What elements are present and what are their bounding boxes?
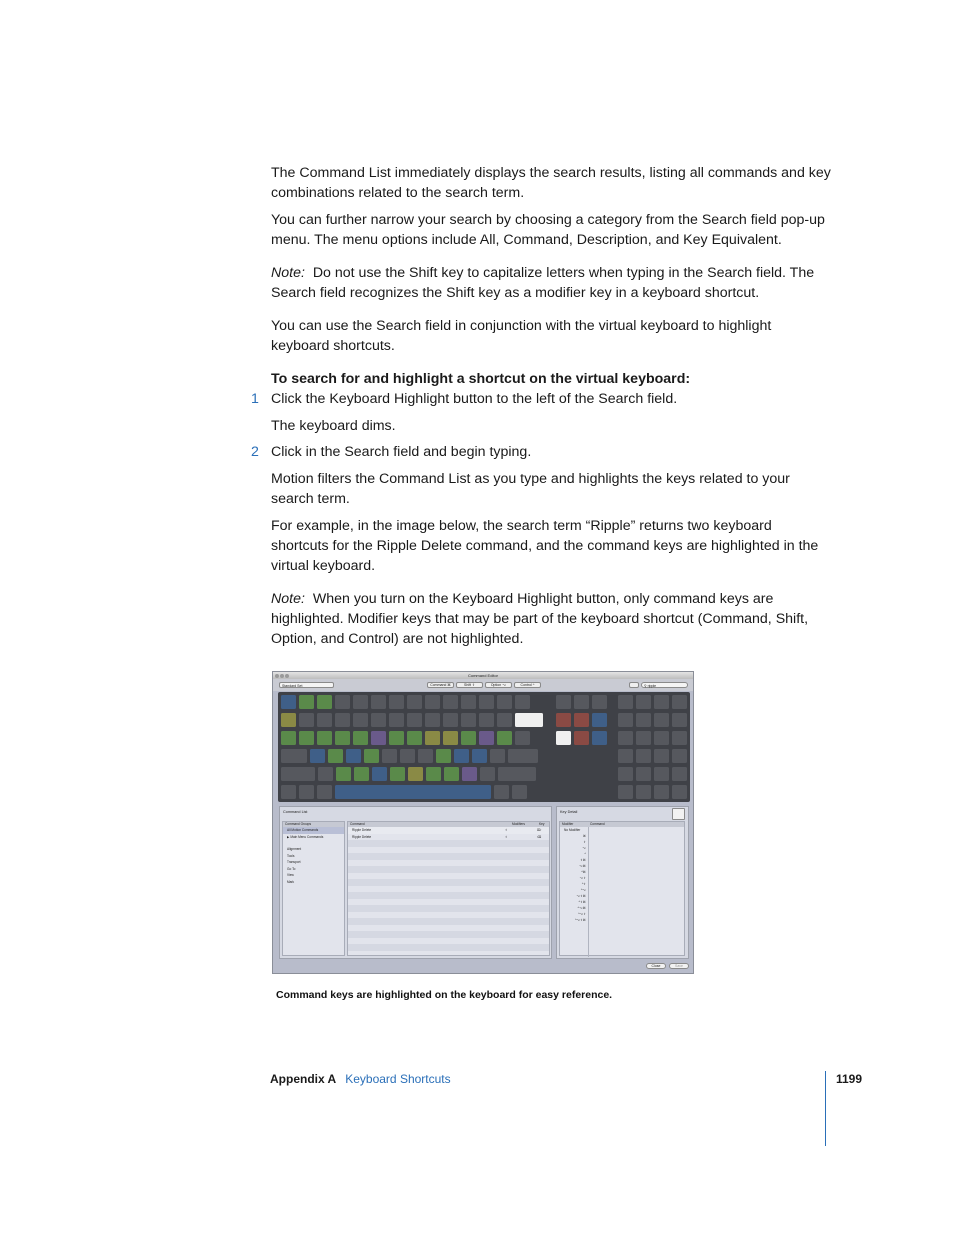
row-key: ⌦ <box>537 828 542 832</box>
highlight-group-item[interactable]: Alignment <box>287 847 302 851</box>
preset-select[interactable]: Standard Set <box>279 682 334 688</box>
keyboard-key[interactable] <box>389 695 404 709</box>
keyboard-key[interactable] <box>335 785 491 799</box>
paragraph-narrow-search: You can further narrow your search by choosing a category from the Search field pop-up menu. The menu options include All, Command, Description, and Key Equivalent. <box>271 212 825 248</box>
keyboard-key[interactable] <box>672 731 687 745</box>
keyboard-key[interactable] <box>336 767 351 781</box>
keyboard-key[interactable] <box>299 731 314 745</box>
keyboard-key[interactable] <box>371 713 386 727</box>
key-detail-header <box>560 822 684 827</box>
command-editor-screenshot <box>272 671 694 974</box>
row-modifiers: ⇧ <box>505 834 508 839</box>
note-shift-key <box>271 263 831 303</box>
keyboard-key[interactable] <box>372 767 387 781</box>
keyboard-key[interactable] <box>654 731 669 745</box>
keyboard-key[interactable] <box>335 695 350 709</box>
modifier-button[interactable]: Command ⌘ <box>427 682 454 688</box>
keyboard-key[interactable] <box>512 785 527 799</box>
keyboard-key[interactable] <box>461 731 476 745</box>
keyboard-key[interactable] <box>654 785 669 799</box>
keyboard-key[interactable] <box>556 695 571 709</box>
keyboard-key[interactable] <box>654 713 669 727</box>
search-field[interactable] <box>641 682 688 688</box>
keyboard-key[interactable] <box>317 695 332 709</box>
keyboard-key[interactable] <box>461 695 476 709</box>
keyboard-key[interactable] <box>636 695 651 709</box>
keyboard-key[interactable] <box>636 785 651 799</box>
keyboard-key[interactable] <box>672 767 687 781</box>
step-number-2: 2 <box>251 444 259 460</box>
close-button[interactable]: Close <box>646 963 666 969</box>
step-1-text: Click the Keyboard Highlight button to the left of the Search field. <box>271 391 678 407</box>
keyboard-key[interactable] <box>425 713 440 727</box>
keyboard-key[interactable] <box>574 695 589 709</box>
key-detail-modifier: ^⇧⌘ <box>578 900 586 904</box>
keyboard-key[interactable] <box>353 731 368 745</box>
save-button[interactable]: Save <box>669 963 689 969</box>
step-1-result: The keyboard dims. <box>271 418 396 434</box>
keyboard-key[interactable] <box>299 695 314 709</box>
column-modifier: Modifier <box>562 822 574 826</box>
keyboard-key[interactable] <box>443 731 458 745</box>
key-detail-modifier: ⇧ <box>583 840 586 844</box>
keyboard-key[interactable] <box>281 731 296 745</box>
command-group-item[interactable]: All Motion Commands <box>283 827 344 834</box>
keyboard-key[interactable] <box>636 713 651 727</box>
table-row[interactable] <box>348 834 549 841</box>
row-command: Ripple Delete <box>352 828 372 832</box>
key-detail-modifier: ⌥⇧⌘ <box>576 894 586 898</box>
paragraph-example: For example, in the image below, the search term “Ripple” returns two keyboard shortcuts for the Ripple Delete command, and the command keys are highlighted in the virtual keyboard. <box>271 518 819 574</box>
keyboard-key[interactable] <box>497 713 512 727</box>
keyboard-key[interactable] <box>353 713 368 727</box>
keyboard-key[interactable] <box>407 695 422 709</box>
keyboard-key[interactable] <box>494 785 509 799</box>
modifier-button[interactable]: Shift ⇧ <box>456 682 483 688</box>
empty-rows <box>348 840 549 957</box>
keyboard-key[interactable] <box>436 749 451 763</box>
command-group-item[interactable]: ▶ Main Menu Commands <box>287 834 324 839</box>
keyboard-key[interactable] <box>497 695 512 709</box>
command-groups-header: Command Groups <box>283 822 344 827</box>
keyboard-key[interactable] <box>390 767 405 781</box>
keyboard-key[interactable] <box>515 695 530 709</box>
figure-caption: Command keys are highlighted on the keyboard for easy reference. <box>276 989 613 1001</box>
note-label: Note: <box>271 591 305 607</box>
key-detail-modifier: ⌘ <box>582 834 586 838</box>
appendix-label: Appendix A <box>270 1072 337 1086</box>
keyboard-key[interactable] <box>592 713 607 727</box>
row-modifiers: ⇧ <box>505 828 508 832</box>
column-key[interactable]: Key <box>539 822 545 826</box>
key-detail-modifier: ⌥⇧ <box>579 876 586 880</box>
keyboard-key[interactable] <box>389 713 404 727</box>
keyboard-key[interactable] <box>515 731 530 745</box>
row-key: ⌫ <box>537 834 542 839</box>
window-title: Command Editor <box>467 673 498 678</box>
keyboard-key[interactable] <box>346 749 361 763</box>
column-command[interactable]: Command <box>350 822 365 826</box>
search-value: ripple <box>647 684 657 688</box>
keyboard-key[interactable] <box>328 749 343 763</box>
keyboard-key[interactable] <box>354 767 369 781</box>
keyboard-key[interactable] <box>454 749 469 763</box>
keyboard-key[interactable] <box>407 731 422 745</box>
keyboard-key[interactable] <box>618 713 633 727</box>
keyboard-key[interactable] <box>281 749 307 763</box>
keyboard-key[interactable] <box>408 767 423 781</box>
keyboard-key[interactable] <box>654 767 669 781</box>
keyboard-key[interactable] <box>425 731 440 745</box>
keyboard-key[interactable] <box>636 749 651 763</box>
key-detail-modifier: ⌥ <box>582 846 586 850</box>
keyboard-key[interactable] <box>574 731 589 745</box>
keyboard-key[interactable] <box>618 731 633 745</box>
page-number: 1199 <box>836 1072 863 1086</box>
command-list-title: Command List <box>283 810 308 814</box>
keyboard-key[interactable] <box>479 713 494 727</box>
keyboard-key[interactable] <box>443 713 458 727</box>
keyboard-key[interactable] <box>592 731 607 745</box>
keyboard-key[interactable] <box>556 713 571 727</box>
window-titlebar <box>273 672 693 679</box>
key-detail-modifier: ^ <box>584 852 586 856</box>
keyboard-key[interactable] <box>400 749 415 763</box>
keyboard-key[interactable] <box>371 731 386 745</box>
section-link[interactable]: Keyboard Shortcuts <box>345 1072 451 1086</box>
keyboard-key[interactable] <box>364 749 379 763</box>
column-modifiers[interactable]: Modifiers <box>512 822 525 826</box>
modifier-list <box>560 827 589 957</box>
keyboard-key[interactable] <box>426 767 441 781</box>
keyboard-key[interactable] <box>443 695 458 709</box>
keyboard-key[interactable] <box>281 695 296 709</box>
key-detail-modifier: ^⇧ <box>581 882 586 886</box>
keyboard-key[interactable] <box>317 713 332 727</box>
note-text: Do not use the Shift key to capitalize letters when typing in the Search field. The Search field recognizes the Shift key as a modifier key in a keyboard shortcut. <box>271 265 815 301</box>
task-heading: To search for and highlight a shortcut on the virtual keyboard: <box>271 371 691 387</box>
note-text: When you turn on the Keyboard Highlight button, only command keys are highlighted. Modifier keys that may be part of the keyboard shortcut (Command, Shift, Option, and Control) are not highlighted. <box>271 591 809 647</box>
key-detail-modifier: ⌥⌘ <box>579 864 586 868</box>
keyboard-key[interactable] <box>353 695 368 709</box>
keyboard-key[interactable] <box>480 767 495 781</box>
commands-table <box>347 821 550 956</box>
footer-divider <box>825 1071 826 1146</box>
keyboard-key[interactable] <box>672 785 687 799</box>
highlight-group-item[interactable]: Transport <box>287 860 301 864</box>
highlight-group-item[interactable]: Tools <box>287 853 295 858</box>
keyboard-key[interactable] <box>382 749 397 763</box>
keyboard-key[interactable] <box>618 695 633 709</box>
keyboard-key[interactable] <box>425 695 440 709</box>
keyboard-key[interactable] <box>462 767 477 781</box>
keyboard-key[interactable] <box>479 695 494 709</box>
empty-row <box>348 951 549 958</box>
keyboard-key[interactable] <box>592 695 607 709</box>
highlight-group-item[interactable]: Mark <box>287 879 295 884</box>
keyboard-key[interactable] <box>672 695 687 709</box>
search-icon: ⚲ <box>644 684 647 688</box>
keyboard-key[interactable] <box>672 749 687 763</box>
keyboard-key[interactable] <box>508 749 538 763</box>
keyboard-key[interactable] <box>299 785 314 799</box>
key-preview-icon <box>672 808 685 820</box>
paragraph-virtual-keyboard: You can use the Search field in conjunction with the virtual keyboard to highlight keyboard shortcuts. <box>271 318 772 354</box>
keyboard-key[interactable] <box>444 767 459 781</box>
keyboard-key[interactable] <box>636 731 651 745</box>
highlight-group-item[interactable]: View <box>287 873 294 877</box>
keyboard-key[interactable] <box>335 731 350 745</box>
keyboard-key[interactable] <box>574 713 589 727</box>
keyboard-key[interactable] <box>497 731 512 745</box>
keyboard-key[interactable] <box>636 767 651 781</box>
command-list-panel <box>279 806 552 959</box>
keyboard-key[interactable] <box>479 731 494 745</box>
highlight-group-item[interactable]: Go To <box>287 866 296 871</box>
keyboard-key[interactable] <box>498 767 536 781</box>
note-highlight-button <box>271 589 831 649</box>
key-detail-modifier: No Modifier <box>564 828 581 832</box>
paragraph-motion-filters: Motion filters the Command List as you type and highlights the keys related to your search term. <box>271 471 790 507</box>
keyboard-key[interactable] <box>618 785 633 799</box>
keyboard-key[interactable] <box>299 713 314 727</box>
keyboard-key[interactable] <box>310 749 325 763</box>
key-detail-modifier: ^⌥ <box>580 888 586 892</box>
modifier-button[interactable]: Option ⌥ <box>485 682 512 688</box>
keyboard-key[interactable] <box>672 713 687 727</box>
note-label: Note: <box>271 265 305 281</box>
keyboard-key[interactable] <box>461 713 476 727</box>
keyboard-key[interactable] <box>472 749 487 763</box>
keyboard-key[interactable] <box>556 731 571 745</box>
key-detail-modifier: ^⌥⌘ <box>577 906 586 910</box>
step-2-text: Click in the Search field and begin typing. <box>271 444 532 460</box>
key-detail-modifier: ^⌥⇧ <box>578 912 586 916</box>
keyboard-key[interactable] <box>515 713 543 727</box>
column-command: Command <box>590 822 605 826</box>
keyboard-key[interactable] <box>317 731 332 745</box>
key-detail-modifier: ⇧⌘ <box>580 858 586 862</box>
keyboard-key[interactable] <box>418 749 433 763</box>
keyboard-key[interactable] <box>389 731 404 745</box>
keyboard-key[interactable] <box>618 767 633 781</box>
key-detail-modifier: ^⌘ <box>581 870 586 874</box>
keyboard-key[interactable] <box>618 749 633 763</box>
modifier-button[interactable]: Control ^ <box>514 682 541 688</box>
key-detail-panel <box>556 806 689 959</box>
page-footer <box>270 1072 451 1086</box>
keyboard-key[interactable] <box>654 695 669 709</box>
keyboard-highlight-button[interactable] <box>629 682 639 688</box>
keyboard-key[interactable] <box>371 695 386 709</box>
keyboard-key[interactable] <box>281 713 296 727</box>
virtual-keyboard <box>278 692 690 802</box>
row-command: Ripple Delete <box>352 834 372 839</box>
keyboard-key[interactable] <box>318 767 333 781</box>
keyboard-key[interactable] <box>317 785 332 799</box>
key-detail-modifier: ^⌥⇧⌘ <box>574 918 586 922</box>
key-detail-title: Key Detail <box>560 810 578 814</box>
editor-toolbar <box>273 679 693 691</box>
key-detail-table <box>559 821 685 956</box>
keyboard-key[interactable] <box>654 749 669 763</box>
paragraph-search-results: The Command List immediately displays the search results, listing all commands and key combinations related to the search term. <box>271 165 831 201</box>
keyboard-key[interactable] <box>281 785 296 799</box>
step-number-1: 1 <box>251 391 259 407</box>
keyboard-key[interactable] <box>490 749 505 763</box>
command-groups-column <box>282 821 345 956</box>
keyboard-key[interactable] <box>335 713 350 727</box>
keyboard-key[interactable] <box>407 713 422 727</box>
keyboard-key[interactable] <box>281 767 315 781</box>
